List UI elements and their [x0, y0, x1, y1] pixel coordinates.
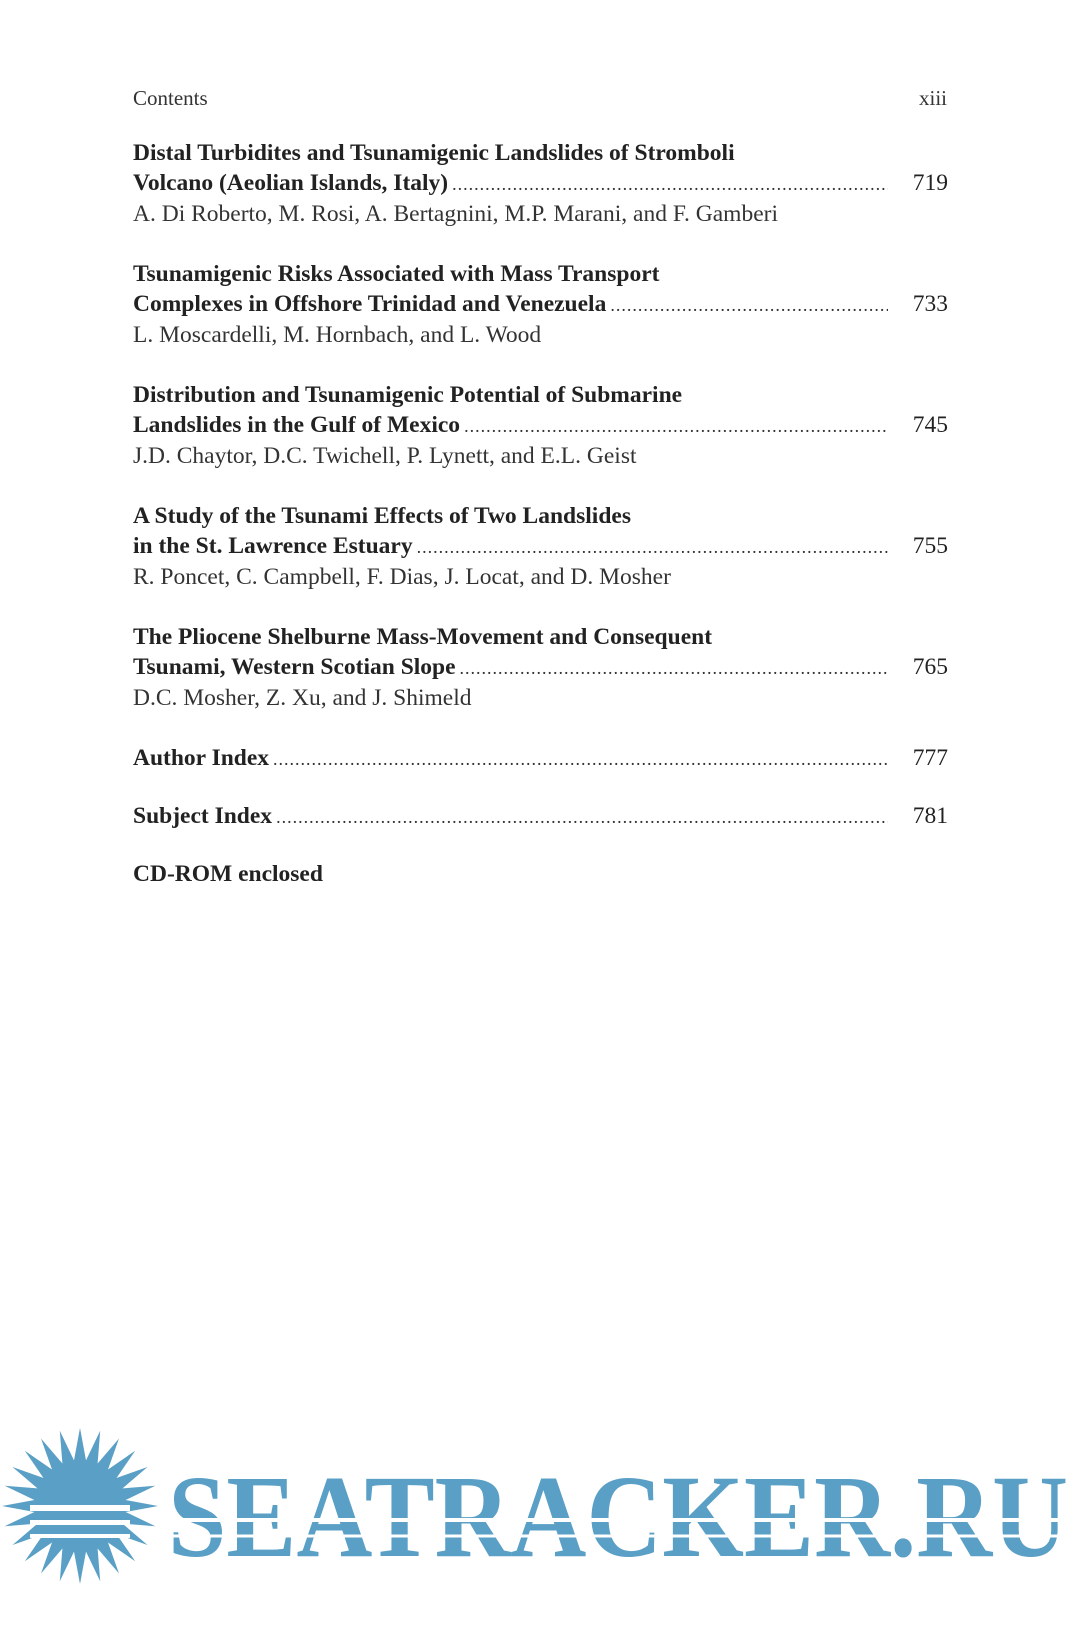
entry-page-number: 733: [912, 291, 948, 317]
dot-leader: [417, 532, 888, 562]
entry-title-line: in the St. Lawrence Estuary: [133, 533, 413, 559]
watermark-text: SEATRACKER.RU: [168, 1451, 1068, 1582]
dot-leader: [273, 744, 888, 774]
entry-title-line: Volcano (Aeolian Islands, Italy): [133, 170, 449, 196]
toc-entry-author-index[interactable]: [133, 743, 948, 774]
entry-authors: A. Di Roberto, M. Rosi, A. Bertagnini, M.P. Marani, and F. Gamberi: [133, 201, 778, 227]
running-header: [133, 86, 947, 111]
author-index-label: Author Index: [133, 745, 270, 771]
entry-title-line: Distal Turbidites and Tsunamigenic Landslides of Stromboli: [133, 140, 735, 166]
entry-title-line: The Pliocene Shelburne Mass-Movement and Consequent: [133, 624, 713, 650]
toc-entry[interactable]: [133, 138, 948, 229]
entry-page-number: 765: [912, 654, 948, 680]
page-number: xiii: [918, 86, 947, 110]
dot-leader: [452, 169, 888, 199]
entry-title-line: Tsunamigenic Risks Associated with Mass Transport: [133, 261, 660, 287]
entry-authors: D.C. Mosher, Z. Xu, and J. Shimeld: [133, 685, 472, 711]
entry-title-line: Distribution and Tsunamigenic Potential of Submarine: [133, 382, 683, 408]
entry-title-leader-row: [133, 652, 948, 683]
entry-title-leader-row: [133, 168, 948, 199]
toc-entry[interactable]: [133, 380, 948, 471]
dot-leader: [464, 411, 888, 441]
entry-page-number: 755: [912, 533, 948, 559]
entry-page-number: 781: [912, 803, 948, 829]
dot-leader: [460, 653, 888, 683]
entry-title-line: Landslides in the Gulf of Mexico: [133, 412, 461, 438]
seatracker-watermark: [0, 1410, 1080, 1637]
sun-icon: [2, 1428, 158, 1584]
running-title: Contents: [133, 86, 208, 110]
entry-title-leader-row: [133, 289, 948, 320]
entry-title-leader-row: [133, 410, 948, 441]
entry-page-number: 745: [912, 412, 948, 438]
entry-title-leader-row: [133, 743, 948, 774]
dot-leader: [610, 290, 888, 320]
entry-page-number: 719: [912, 170, 948, 196]
entry-title-line: Complexes in Offshore Trinidad and Venezuela: [133, 291, 607, 317]
toc-entry[interactable]: [133, 501, 948, 592]
entry-title-line: A Study of the Tsunami Effects of Two Landslides: [133, 503, 631, 529]
entry-authors: L. Moscardelli, M. Hornbach, and L. Wood: [133, 322, 542, 348]
dot-leader: [276, 802, 888, 832]
cd-rom-note: CD-ROM enclosed: [133, 861, 323, 887]
entry-authors: R. Poncet, C. Campbell, F. Dias, J. Locat, and D. Mosher: [133, 564, 671, 590]
toc-entry[interactable]: [133, 622, 948, 713]
subject-index-label: Subject Index: [133, 803, 273, 829]
entry-title-line: Tsunami, Western Scotian Slope: [133, 654, 456, 680]
table-of-contents: [133, 138, 948, 889]
entry-title-leader-row: [133, 801, 948, 832]
entry-authors: J.D. Chaytor, D.C. Twichell, P. Lynett, and E.L. Geist: [133, 443, 637, 469]
toc-entry[interactable]: [133, 259, 948, 350]
entry-page-number: 777: [912, 745, 948, 771]
entry-title-leader-row: [133, 531, 948, 562]
toc-entry-subject-index[interactable]: [133, 801, 948, 832]
